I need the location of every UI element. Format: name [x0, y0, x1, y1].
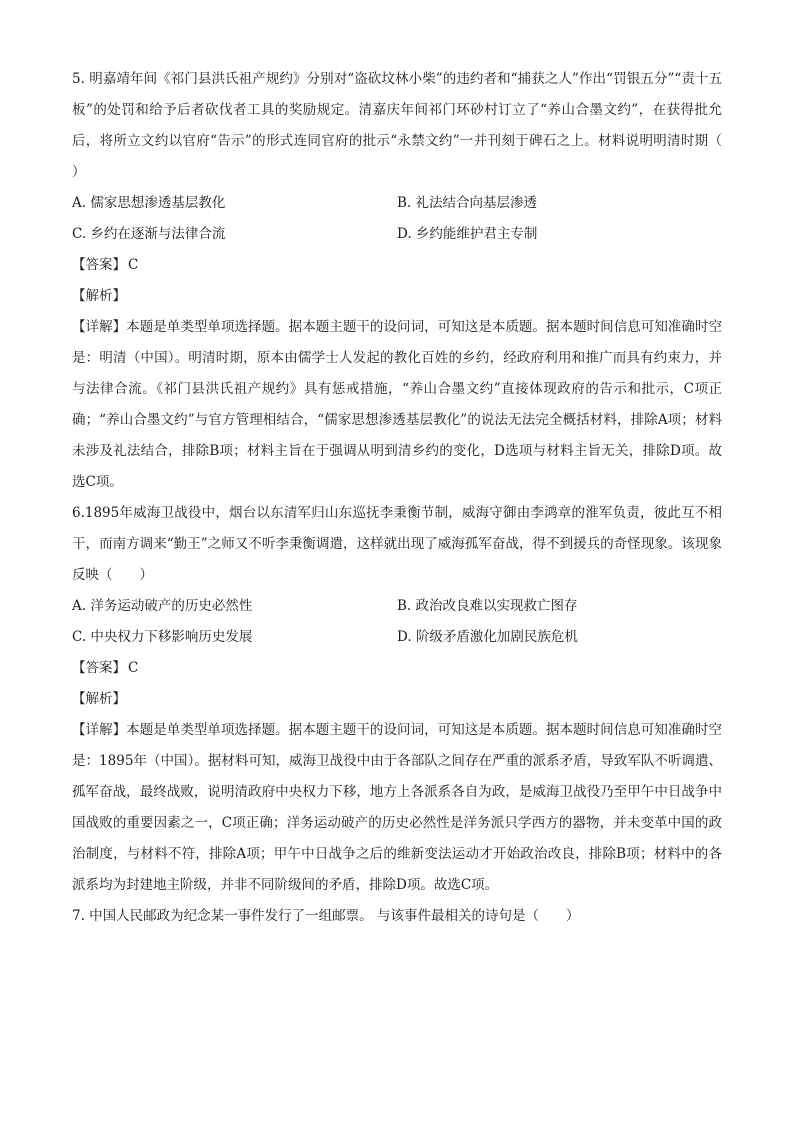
options-row [72, 622, 722, 653]
analysis-tag: 【解析】 [72, 691, 126, 707]
option-d: D. 阶级矛盾激化加剧民族危机 [397, 629, 578, 645]
option-d: D. 乡约能维护君主专制 [397, 226, 538, 242]
option-c: C. 乡约在逐渐与法律合流 [72, 226, 226, 242]
question-stem: 5. 明嘉靖年间《祁门县洪氏祖产规约》分别对“盗砍坟林小柴”的违约者和“捕获之人”作出“罚银五分”“责十五板”的处罚和给予后者砍伐者工具的奖励规定。清嘉庆年间祁门环砂村订立了“养山合墨文约”，在获得批允后，将所立文约以官府“告示”的形式连同官府的批示“永禁文约”一并刊刻于碑石之上。材料说明明清时期（ ） [72, 71, 749, 180]
question-7 [72, 901, 722, 932]
document-page [72, 64, 749, 932]
question-6 [72, 498, 722, 901]
detail-text: 【详解】本题是单类型单项选择题。据本题主题干的设问词，可知这是本质题。据本题时间信息可知准确时空是：明清（中国）。明清时期，原本由儒学士人发起的教化百姓的乡约，经政府利用和推广而具有约束力，并与法律合流。《祁门县洪氏祖产规约》具有惩戒措施，“养山合墨文约”直接体现政府的告示和批示，C项正确；“养山合墨文约”与官方管理相结合，“儒家思想渗透基层教化”的说法无法完全概括材料，排除A项；材料未涉及礼法结合，排除B项；材料主旨在于强调从明到清乡约的变化，D选项与材料主旨无关，排除D项。故选C项。 [72, 319, 722, 490]
option-b: B. 礼法结合向基层渗透 [397, 195, 538, 211]
answer-value: C [128, 257, 139, 273]
option-a: A. 儒家思想渗透基层教化 [72, 195, 226, 211]
answer-line [72, 250, 722, 281]
options-row [72, 188, 722, 219]
question-stem: 7. 中国人民邮政为纪念某一事件发行了一组邮票。 与该事件最相关的诗句是（ ） [72, 908, 580, 924]
detail-text: 【详解】本题是单类型单项选择题。据本题主题干的设问词，可知这是本质题。据本题时间信息可知准确时空是：1895年（中国）。据材料可知，威海卫战役中由于各部队之间存在严重的派系矛盾，导致军队不听调遣、孤军奋战，最终战败，说明清政府中央权力下移，地方上各派系各自为政，是威海卫战役乃至甲午中日战争中国战败的重要因素之一，C项正确；洋务运动破产的历史必然性是洋务派只学西方的器物，并未变革中国的政治制度，与材料不符，排除A项；甲午中日战争之后的维新变法运动才开始政治改良，排除B项；材料中的各派系均为封建地主阶级，并非不同阶级间的矛盾，排除D项。故选C项。 [72, 722, 722, 893]
answer-line [72, 653, 722, 684]
option-b: B. 政治改良难以实现救亡图存 [397, 598, 578, 614]
answer-tag: 【答案】 [72, 660, 126, 676]
options-row [72, 219, 722, 250]
answer-tag: 【答案】 [72, 257, 126, 273]
analysis-tag: 【解析】 [72, 288, 126, 304]
answer-value: C [128, 660, 139, 676]
option-c: C. 中央权力下移影响历史发展 [72, 629, 253, 645]
option-a: A. 洋务运动破产的历史必然性 [72, 598, 253, 614]
options-row [72, 591, 722, 622]
question-5 [72, 64, 749, 498]
question-stem: 6.1895年威海卫战役中，烟台以东清军归山东巡抚李秉衡节制，威海守御由李鸿章的淮军负责，彼此互不相干，而南方调来“勤王”之师又不听李秉衡调遣，这样就出现了威海孤军奋战，得不到援兵的奇怪现象。该现象反映（ ） [72, 505, 722, 583]
